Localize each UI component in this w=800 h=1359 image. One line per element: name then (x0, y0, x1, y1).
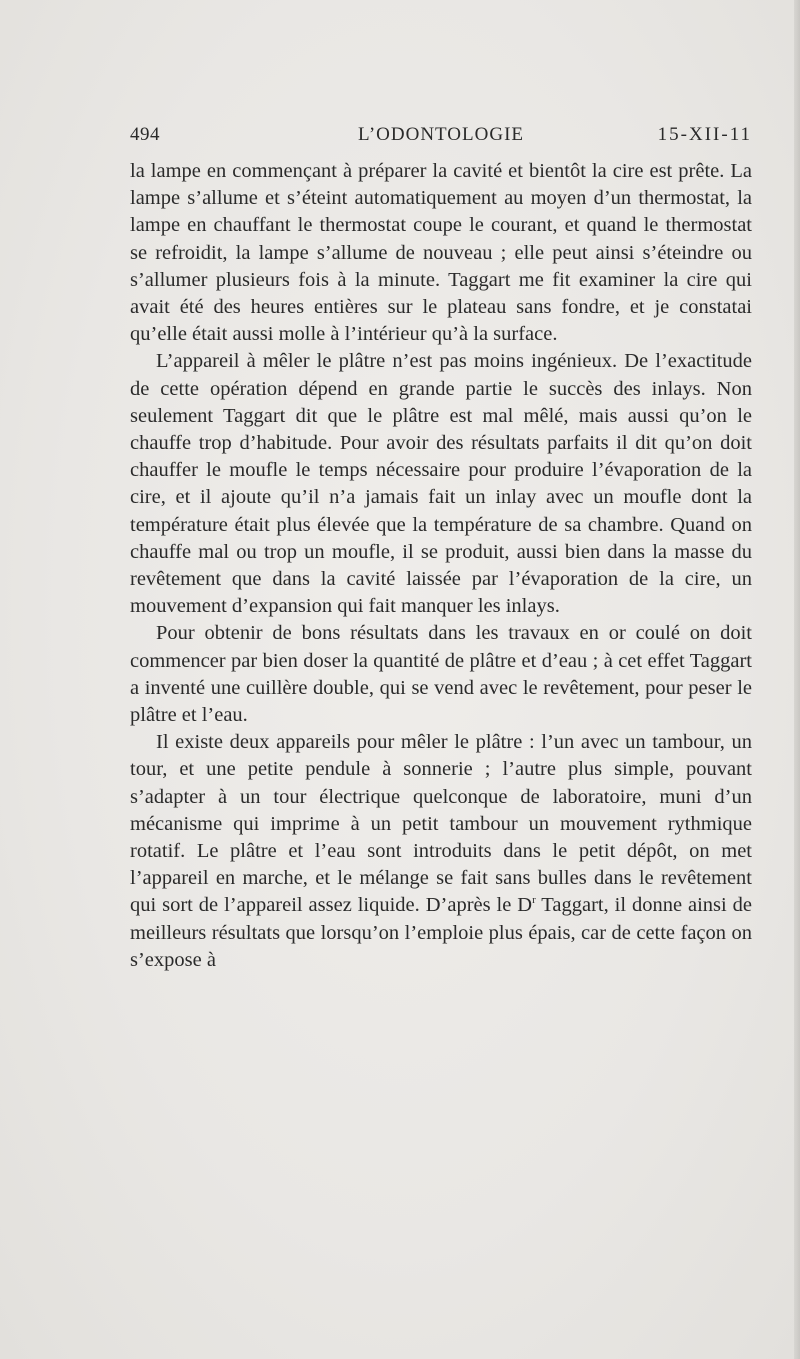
paragraph-2: L’appareil à mêler le plâtre n’est pas moins ingénieux. De l’exactitude de cette opération dépend en grande partie le succès des inlays. Non seulement Taggart dit que le plâtre est mal mêlé, mais aussi qu’on le chauffe trop d’habitude. Pour avoir des résultats parfaits il dit qu’on doit chauffer le moufle le temps nécessaire pour produire l’évaporation de la cire, et il ajoute qu’il n’a jamais fait un inlay avec un moufle dont la température était plus élevée que la température de sa chambre. Quand on chauffe mal ou trop un moufle, il se produit, aussi bien dans la masse du revêtement que dans la cavité laissée par l’évaporation de la cire, un mouvement d’expansion qui fait manquer les inlays. (130, 350, 752, 618)
paragraph-1: la lampe en commençant à préparer la cavité et bientôt la cire est prête. La lampe s’allume et s’éteint automatiquement au moyen d’un thermostat, la lampe en chauffant le thermostat coupe le courant, et quand le thermostat se refroidit, la lampe s’allume de nouveau ; elle peut ainsi s’éteindre ou s’allumer plusieurs fois à la minute. Taggart me fit examiner la cire qui avait été des heures entières sur le plateau sans fondre, et je constatai qu’elle était aussi molle à l’intérieur qu’à la surface. (130, 160, 752, 346)
paragraph-3: Pour obtenir de bons résultats dans les travaux en or coulé on doit commencer par bien doser la quantité de plâtre et d’eau ; à cet effet Taggart a inventé une cuillère double, qui se vend avec le revêtement, pour peser le plâtre et l’eau. (130, 622, 752, 727)
running-header (130, 124, 752, 150)
running-title: L’ODONTOLOGIE (357, 124, 525, 145)
paragraph-4-text: Il existe deux appareils pour mêler le plâtre : l’un avec un tambour, un tour, et une petite pendule à sonnerie ; l’autre plus simple, pouvant s’adapter à un tour électrique quelconque de laboratoire, muni d’un mécanisme qui imprime à un petit tambour un mouvement rythmique rotatif. Le plâtre et l’eau sont introduits dans le petit dépôt, on met l’appareil en marche, et le mélange se fait sans bulles dans le revêtement qui sort de l’appareil assez liquide. D’après le (130, 731, 752, 917)
final-line-text: Taggart, il donne ainsi de meilleurs résultats que lorsqu’on l’emploie plus épais, car de cette façon on s’expose à (130, 894, 753, 971)
page-edge (794, 0, 800, 1359)
doctor-abbrev: D (517, 894, 533, 917)
doctor-abbrev-sup: r (532, 894, 536, 907)
body-text (130, 158, 752, 974)
paragraph-4 (130, 729, 752, 974)
page-number: 494 (130, 124, 160, 145)
issue-date: 15-XII-11 (657, 124, 752, 145)
